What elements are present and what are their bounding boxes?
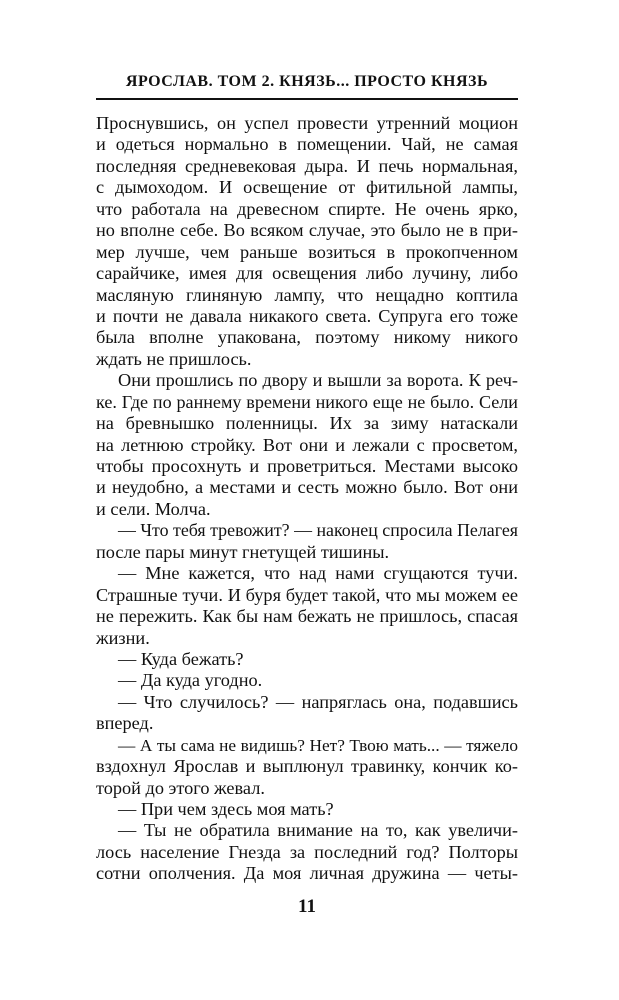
text-line: мер лучше, чем раньше возиться в прокопченном — [96, 241, 518, 262]
text-line: — Что тебя тревожит? — наконец спросила Пелагея — [118, 520, 518, 541]
text-line: жизни. — [96, 627, 150, 648]
text-line: Они прошлись по двору и вышли за ворота. К реч- — [118, 370, 518, 391]
text-line: масляную глиняную лампу, что нещадно коптила — [96, 284, 518, 305]
text-line: лось население Гнезда за последний год? Полторы — [96, 841, 518, 862]
text-line: что работала на древесном спирте. Не очень ярко, — [96, 198, 518, 219]
text-line: ждать не пришлось. — [96, 348, 252, 369]
text-line: сотни ополчения. Да моя личная дружина — четы- — [96, 863, 518, 884]
text-line: но вполне себе. Во всяком случае, это было не в при- — [96, 220, 518, 241]
text-line: — Куда бежать? — [118, 648, 244, 669]
text-line: вздохнул Ярослав и выплюнул травинку, кончик ко- — [96, 756, 518, 777]
page-text — [96, 113, 518, 885]
text-line: вперед. — [96, 713, 154, 734]
text-line: была вполне упакована, поэтому никому никого — [96, 327, 518, 348]
text-line: чтобы просохнуть и проветриться. Местами высоко — [96, 456, 518, 476]
text-line: — Да куда угодно. — [118, 670, 263, 691]
text-line: и одеться нормально в помещении. Чай, не самая — [96, 134, 518, 155]
text-line: последняя средневековая дыра. И печь нормальная, — [96, 155, 518, 176]
text-line: ке. Где по раннему времени никого еще не было. Сели — [96, 391, 518, 412]
text-line: на летнюю стройку. Вот они и лежали с просветом, — [96, 434, 518, 455]
page-number: 11 — [298, 896, 316, 917]
text-line: на бревнышко поленницы. Их за зиму натаскали — [96, 413, 518, 434]
text-line: — Что случилось? — напряглась она, подавшись — [118, 691, 518, 712]
text-line: не пережить. Как бы нам бежать не пришлось, спасая — [96, 606, 518, 627]
text-line: торой до этого жевал. — [96, 777, 265, 798]
text-line: — А ты сама не видишь? Нет? Твою мать... — тяжело — [118, 735, 518, 755]
header-rule — [96, 98, 518, 100]
text-line: Страшные тучи. И буря будет такой, что мы можем ее — [96, 584, 518, 605]
text-line: с дымоходом. И освещение от фитильной лампы, — [96, 177, 518, 198]
text-line: и сели. Молча. — [96, 498, 211, 519]
text-line: — При чем здесь моя мать? — [118, 799, 334, 819]
text-line: сарайчике, имея для освещения либо лучину, либо — [96, 263, 518, 284]
text-line: и почти не давала никакого света. Супруга его тоже — [96, 305, 518, 326]
text-line: после пары минут гнетущей тишины. — [96, 541, 390, 562]
running-header: ЯРОСЛАВ. ТОМ 2. КНЯЗЬ... ПРОСТО КНЯЗЬ — [125, 73, 489, 90]
text-line: — Мне кажется, что над нами сгущаются тучи. — [118, 563, 518, 584]
text-line: — Ты не обратила внимание на то, как увеличи- — [118, 820, 518, 841]
text-line: Проснувшись, он успел провести утренний моцион — [96, 113, 518, 133]
text-line: и неудобно, а местами и сесть можно было. Вот они — [96, 477, 518, 498]
